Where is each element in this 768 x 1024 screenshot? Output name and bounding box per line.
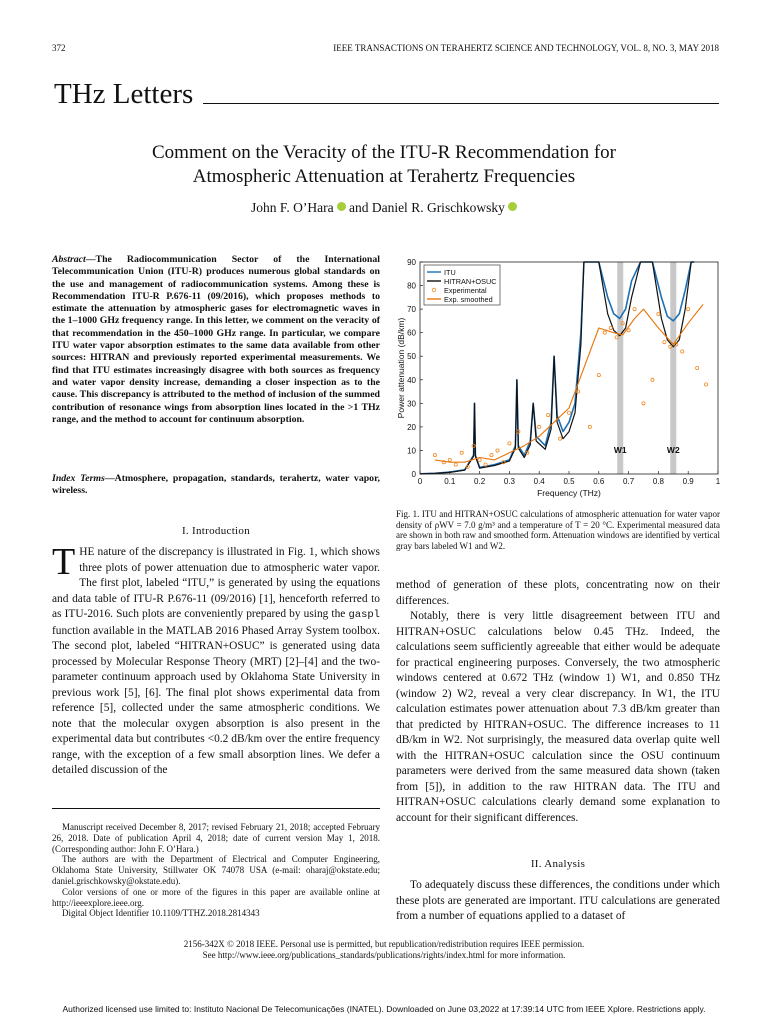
footnotes [52,822,380,919]
experimental-point [490,454,493,457]
copyright-line1: 2156-342X © 2018 IEEE. Personal use is permitted, but republication/redistribution requires IEEE permission. [183,939,585,949]
experimental-point [663,340,666,343]
experimental-point [603,331,606,334]
window-bar [617,262,623,474]
x-tick-label: 0.4 [533,477,545,486]
paper-title-line2: Atmospheric Attenuation at Terahertz Frequencies [192,166,576,187]
index-terms [52,473,380,498]
right-column [396,578,720,826]
y-tick-label: 40 [407,375,416,385]
experimental-point [496,449,499,452]
section-heading-introduction: I. Introduction [181,525,251,537]
attenuation-chart [396,252,726,502]
experimental-point [454,463,457,466]
orcid-icon[interactable] [508,202,517,211]
author-name: Daniel R. Grischkowsky [371,200,505,215]
y-axis-label: Power attenuation (dB/km) [396,317,406,419]
x-tick-label: 0.7 [623,477,635,486]
legend-label: HITRAN+OSUC [444,276,497,286]
intro-text-part1: HE nature of the discrepancy is illustrated in Fig. 1, which shows three plots of power attenuation due to atmospheric water vapor. The first plot, labeled “ITU,” is generated by using the equations and data table of ITU-R P.676-11 (09/2016) [1], henceforth referred to as ITU-2016. Such plots are conveniently prepared by using the [52,546,380,620]
experimental-point [433,454,436,457]
legend-label: Exp. smoothed [444,294,493,304]
experimental-point [588,425,591,428]
experimental-point [448,458,451,461]
window-label: W1 [613,444,627,455]
section-heading-analysis: II. Analysis [530,858,586,870]
figure-caption: Fig. 1. ITU and HITRAN+OSUC calculations of atmospheric attenuation for water vapor density of ρWV = 7.0 g/m³ and a temperature of T = 20 °C. Experimental measured data are shown in both raw and smoothed form. Attenuation windows are identified by vertical gray bars labeled W1 and W2. [396,509,720,551]
orcid-icon[interactable] [337,202,346,211]
experimental-point [609,326,612,329]
experimental-point [538,425,541,428]
footnote-divider [52,808,380,809]
experimental-point [633,308,636,311]
x-tick-label: 1 [715,477,721,486]
experimental-point [558,437,561,440]
section-rule [203,103,719,104]
y-tick-label: 60 [407,328,416,338]
y-tick-label: 0 [411,470,416,479]
x-tick-label: 0 [417,477,423,486]
abstract-label: Abstract [52,254,86,265]
y-tick-label: 50 [407,352,416,362]
y-tick-label: 70 [407,305,416,315]
legend-label: Experimental [444,285,487,295]
journal-header: IEEE TRANSACTIONS ON TERAHERTZ SCIENCE AND TECHNOLOGY, VOL. 8, NO. 3, MAY 2018 [333,43,719,53]
paper-title-line1: Comment on the Veracity of the ITU-R Recommendation for [152,142,616,163]
y-tick-label: 90 [407,258,416,267]
y-tick-label: 20 [407,422,416,432]
intro-text-part2: function available in the MATLAB 2016 Phased Array System toolbox. The second plot, labeled “HITRAN+OSUC” is generated using data processed by Molecular Response Theory (MRT) [2]–[4] and the two-parameter continuum approach used by Oklahoma State University in previous work [5], [6]. The final plot shows experimental data from reference [5], collected under the same atmospheric conditions. We note that the molecular oxygen absorption is also present in the experimental data but contributes <0.2 dB/km over the entire frequency range, with the exception of a few small absorption lines. We defer a detailed discussion of the [52,624,380,776]
x-tick-label: 0.5 [563,477,575,486]
experimental-point [696,366,699,369]
section-title: THz Letters [54,78,194,110]
abstract-text: —The Radiocommunication Sector of the International Telecommunication Union (ITU-R) produces numerous global standards on the use and management of radiocommunication systems. Among these is Recommendation ITU-R P.676-11 (09/2016), which proposes methods to estimate the attenuation by atmospheric gases for electromagnetic waves in the 1–1000 GHz frequency range. In this letter, we comment on the veracity of that recommendation in the 450–1000 GHz range. In particular, we compare ITU water vapor absorption estimates to the same data available from other sources: HITRAN and previously reported experimental measurements. We find that ITU estimates increasingly disagree with both sources as frequency and water vapor density increase, demanding a closer inspection as to the cause. This discrepancy is attributed to the method of inclusion of the summed contribution of resonance wings from absorption lines located in the >1 THz range, and the method to account for continuum absorption. [52,254,380,425]
experimental-point [460,451,463,454]
code-gaspl: gaspl [348,609,380,621]
index-terms-label: Index Terms [52,473,105,484]
window-label: W2 [666,444,680,455]
paragraph: Notably, there is very little disagreement between ITU and HITRAN+OSUC calculations below 0.45 THz. Indeed, the calculations seem sufficiently agreeable that either would be adequate for practical engineering purposes. Conversely, the two atmospheric windows centered at 0.672 THz (window 1) W1, and 0.850 THz (window 2) W2, reveal a very clear discrepancy. In W1, the ITU calculation estimates power attenuation about 7.3 dB/km greater than that predicted by HITRAN+OSUC. The difference increases to 11 dB/km in W2. Not surprisingly, the measured data overlap quite well with the HITRAN+OSUC calculation since the OSU continuum parameters were derived from the same measured data shown (taken from [5]), in addition to the raw HITRAN data. The ITU and HITRAN+OSUC calculations clearly demand some explanation to account for their significant differences. [396,610,720,824]
experimental-point [597,373,600,376]
footnote-doi: Digital Object Identifier 10.1109/TTHZ.2018.2814343 [62,908,260,919]
analysis-paragraph [396,878,720,925]
experimental-point [681,350,684,353]
intro-paragraph [52,541,380,779]
experimental-point [478,458,481,461]
abstract [52,254,380,426]
window-bar [670,262,676,474]
x-tick-label: 0.8 [652,477,664,486]
experimental-point [642,402,645,405]
copyright-line2: See http://www.ieee.org/publications_standards/publications/rights/index.html for more information. [202,950,566,960]
index-terms-text: —Atmosphere, propagation, standards, terahertz, water vapor, wireless. [52,473,380,497]
experimental-point [687,308,690,311]
x-tick-label: 0.3 [503,477,515,486]
experimental-point [547,414,550,417]
author-separator: and [348,200,369,215]
footnote-authors: The authors are with the Department of Electrical and Computer Engineering, Oklahoma State University, Stillwater OK 74078 USA (e-mail: oharaj@okstate.edu; daniel.grischkowsky@okstate.edu). [52,854,380,886]
x-tick-label: 0.6 [593,477,605,486]
experimental-point [567,411,570,414]
x-tick-label: 0.2 [474,477,486,486]
experimental-point [508,442,511,445]
x-tick-label: 0.9 [682,477,694,486]
x-axis-label: Frequency (THz) [537,488,601,498]
experimental-point [651,378,654,381]
page-number: 372 [52,43,66,53]
copyright-notice [60,939,708,961]
paragraph: method of generation of these plots, concentrating now on their differences. [396,579,720,607]
x-tick-label: 0.1 [444,477,456,486]
authors [100,200,668,216]
y-tick-label: 30 [407,399,416,409]
paper-title [70,141,698,189]
y-tick-label: 10 [407,446,416,456]
experimental-point [704,383,707,386]
license-notice: Authorized licensed use limited to: Instituto Nacional De Telecomunicações (INATEL). Downloaded on June 03,2022 at 17:39:14 UTC from IEEE Xplore. Restrictions apply. [62,1004,706,1014]
paragraph: To adequately discuss these differences, the conditions under which these plots are generated are important. ITU calculations are generated from a number of equations applied to a dataset of [396,879,720,922]
footnote-manuscript: Manuscript received December 8, 2017; revised February 21, 2018; accepted February 26, 2018. Date of publication April 4, 2018; date of current version May 1, 2018. (Corresponding author: John F. O’Hara.) [52,822,380,854]
footnote-color: Color versions of one or more of the figures in this paper are available online at http://ieeexplore.ieee.org. [52,886,380,908]
author-name: John F. O’Hara [251,200,334,215]
y-tick-label: 80 [407,281,416,291]
drop-cap: T [52,541,76,583]
experimental-point [657,312,660,315]
legend-label: ITU [444,267,456,277]
